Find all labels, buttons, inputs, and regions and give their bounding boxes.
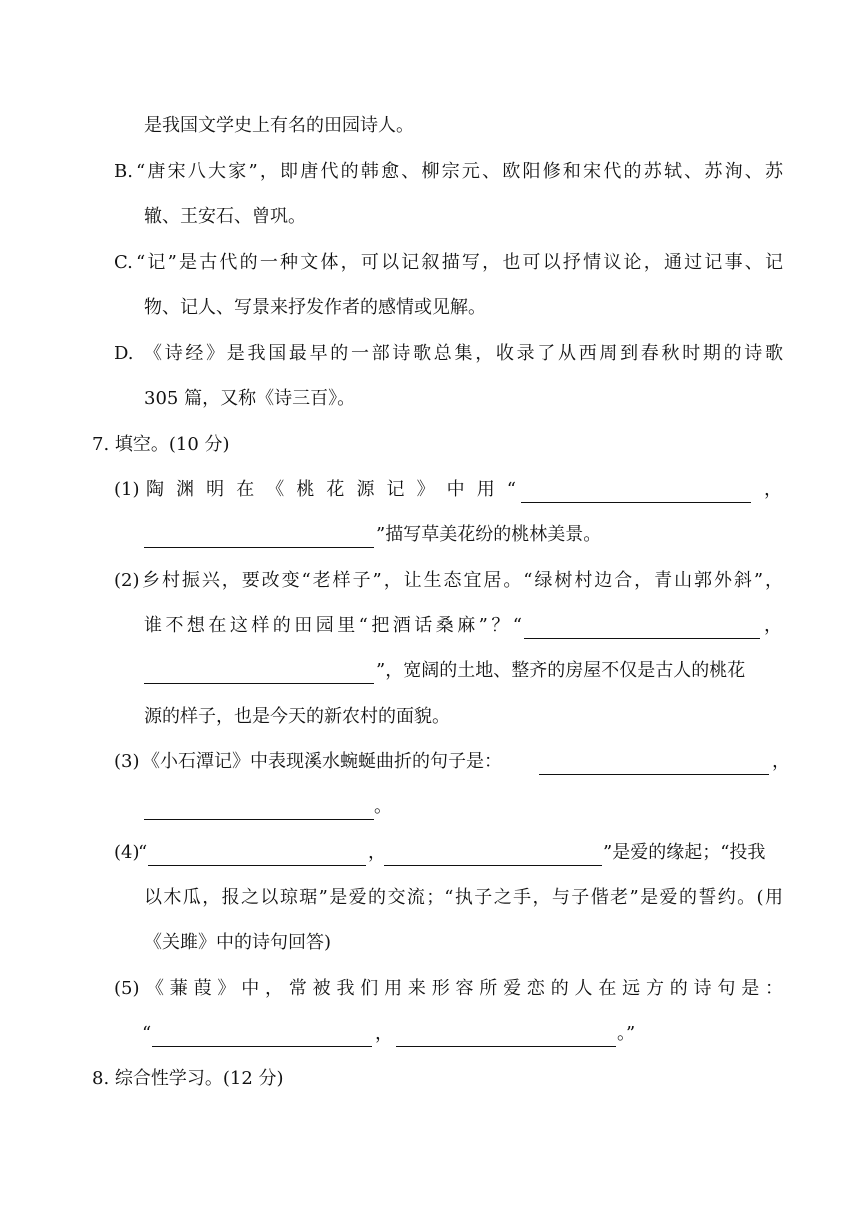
q7-item4-blank-1[interactable] <box>148 847 366 866</box>
q7-item3-text: 《小石潭记》中表现溪水蜿蜒曲折的句子是： <box>142 751 502 772</box>
q7-item4-line3: 《关雎》中的诗句回答) <box>144 932 332 953</box>
q7-item2-number: (2) <box>114 570 140 591</box>
q7-item3-blank-2[interactable] <box>144 801 374 820</box>
q7-item1-blank-1[interactable] <box>521 484 751 503</box>
q7-item5-comma: ， <box>375 1023 393 1044</box>
q7-title: 7. 填空。(10 分) <box>92 434 230 455</box>
option-b-letter: B. <box>114 161 133 182</box>
q7-item3-comma: ， <box>772 751 790 772</box>
option-d-line1: 《诗经》是我国最早的一部诗歌总集，收录了从西周到春秋时期的诗歌 <box>144 343 783 364</box>
q7-item2-blank-1[interactable] <box>524 620 760 639</box>
q7-item5-number: (5) <box>114 978 140 999</box>
option-c-letter: C. <box>114 252 133 273</box>
q7-item5-open-quote: “ <box>142 1023 152 1044</box>
q7-item3-blank-1[interactable] <box>539 756 769 775</box>
q7-item2-line3: ”，宽阔的土地、整齐的房屋不仅是古人的桃花 <box>376 660 746 681</box>
option-b-line2: 辙、王安石、曾巩。 <box>144 206 306 227</box>
q7-item3-number: (3) <box>114 751 140 772</box>
q7-item4-line1-tail: ”是爱的缘起；“投我 <box>603 842 766 863</box>
q7-item2-line2: 谁不想在这样的田园里“把酒话桑麻”？“ <box>144 615 522 636</box>
q7-item2-comma: ， <box>764 615 782 636</box>
q7-item4-blank-2[interactable] <box>384 847 602 866</box>
q7-item2-line4: 源的样子，也是今天的新农村的面貌。 <box>144 706 450 727</box>
option-b-line1: “唐宋八大家”，即唐代的韩愈、柳宗元、欧阳修和宋代的苏轼、苏洵、苏 <box>136 161 783 182</box>
q7-item1-number: (1) <box>114 479 140 500</box>
q7-item2-line1: 乡村振兴，要改变“老样子”，让生态宜居。“绿树村边合，青山郭外斜”， <box>142 570 783 591</box>
q7-item1-blank-2[interactable] <box>144 529 374 548</box>
q8-title: 8. 综合性学习。(12 分) <box>92 1068 284 1089</box>
q7-item4-number: (4) <box>114 842 140 863</box>
option-d-line2: 305 篇，又称《诗三百》。 <box>144 388 356 409</box>
q7-item5-blank-2[interactable] <box>396 1028 616 1047</box>
q7-item4-line2: 以木瓜，报之以琼琚”是爱的交流；“执子之手，与子偕老”是爱的誓约。(用 <box>144 887 783 908</box>
q7-item1-comma: ， <box>764 479 782 500</box>
q7-item3-period: 。 <box>374 796 392 817</box>
q7-item5-blank-1[interactable] <box>152 1028 372 1047</box>
q7-item5-text: 《蒹葭》中，常被我们用来形容所爱恋的人在远方的诗句是： <box>146 978 783 999</box>
q6-tail-line: 是我国文学史上有名的田园诗人。 <box>144 115 414 136</box>
q7-item4-open-quote: “ <box>138 842 148 863</box>
q7-item2-blank-2[interactable] <box>144 665 374 684</box>
option-c-line2: 物、记人、写景来抒发作者的感情或见解。 <box>144 297 486 318</box>
option-c-line1: “记”是古代的一种文体，可以记叙描写，也可以抒情议论，通过记事、记 <box>136 252 783 273</box>
q7-item4-comma: ， <box>368 842 386 863</box>
q7-item5-close: 。” <box>617 1023 636 1044</box>
option-d-letter: D. <box>114 343 134 364</box>
q7-item1-text: 陶 渊 明 在 《 桃 花 源 记 》 中 用 “ <box>146 479 516 500</box>
q7-item1-tail: ”描写草美花纷的桃林美景。 <box>376 524 602 545</box>
